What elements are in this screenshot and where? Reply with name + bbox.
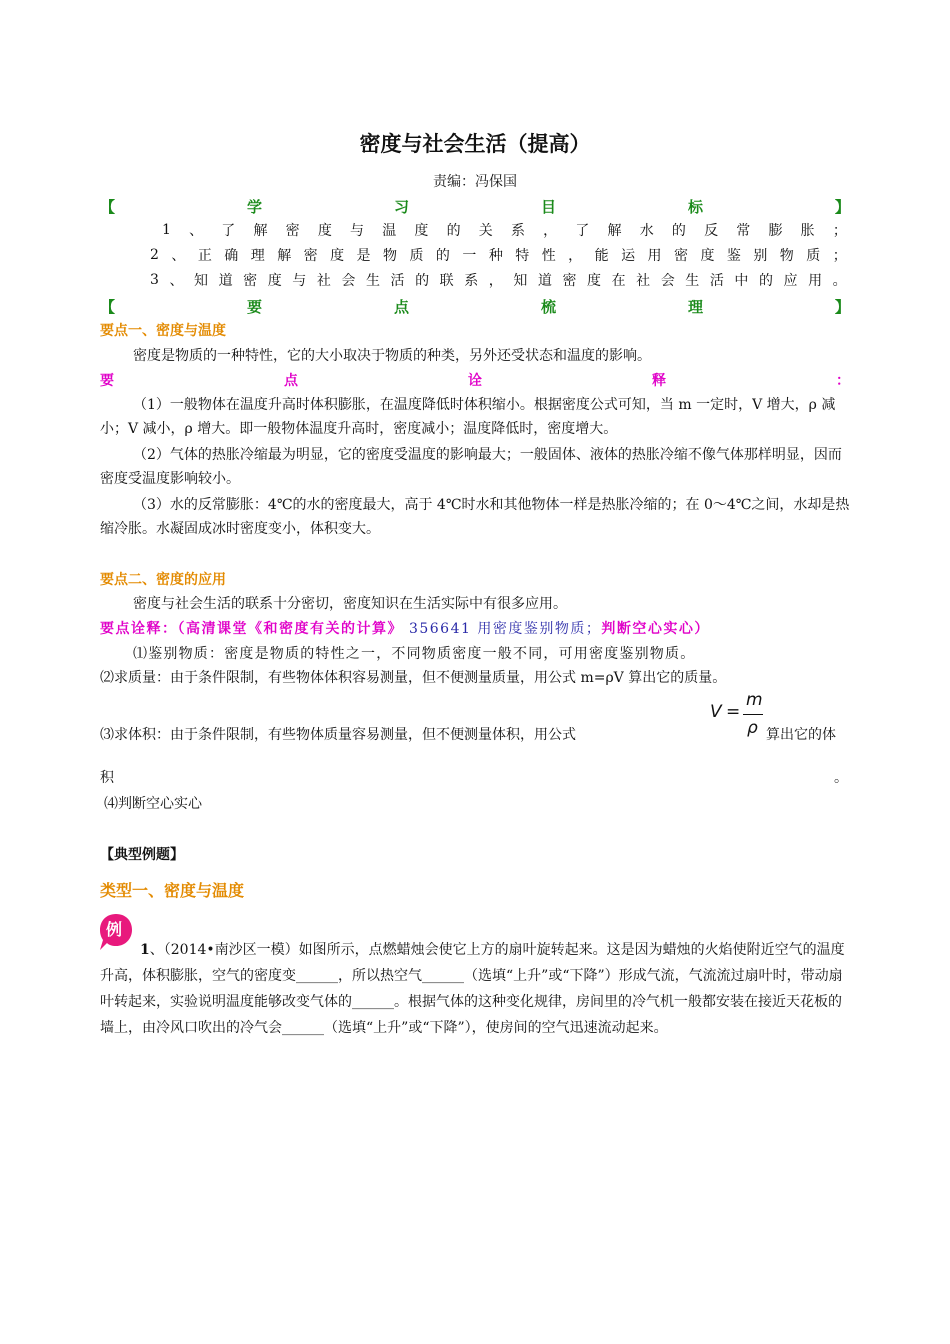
points-header-char: 梳	[540, 298, 556, 316]
goal-char: 运	[621, 248, 636, 264]
point2-explain-label: 要点诠释：	[100, 621, 178, 637]
goal-char: 道	[218, 273, 233, 289]
goal-char: 正	[197, 248, 212, 264]
goal-char: 质	[806, 248, 821, 264]
goals-header-char: 目	[540, 198, 556, 216]
point1-heading: 要点一、密度与温度	[100, 323, 226, 339]
goal-char: 一	[462, 248, 477, 264]
goal-line-1	[162, 220, 847, 240]
volume-formula	[710, 690, 770, 750]
goal-char: 系	[510, 223, 525, 239]
goal-char: 2	[150, 247, 159, 263]
bracket-right: 】	[834, 298, 850, 316]
explain-char: 点	[284, 373, 298, 389]
goal-char: 密	[285, 223, 300, 239]
example-number: 1	[140, 942, 150, 958]
goal-char: 会	[660, 273, 675, 289]
point2-explain-link-id: 356641	[408, 621, 472, 637]
type1-heading: 类型一、密度与温度	[100, 881, 245, 900]
goal-char: 别	[753, 248, 768, 264]
point2-intro: 密度与社会生活的联系十分密切，密度知识在生活实际中有很多应用。	[133, 596, 567, 612]
explain-char: 诠	[468, 373, 482, 389]
fraction-bar	[743, 714, 763, 715]
goal-char: 的	[415, 273, 430, 289]
goal-char: 度	[330, 248, 345, 264]
explain-char: 释	[652, 373, 666, 389]
page-title: 密度与社会生活（提高）	[359, 132, 591, 156]
goal-char: 、	[189, 223, 204, 239]
goal-char: ，	[568, 248, 583, 264]
goal-char: 社	[316, 273, 331, 289]
goal-char: 密	[562, 273, 577, 289]
goal-char: 密	[673, 248, 688, 264]
goal-char: 与	[292, 273, 307, 289]
goal-char: 温	[382, 223, 397, 239]
bracket-right: 】	[834, 198, 850, 216]
goal-char: 确	[224, 248, 239, 264]
goal-char: 关	[478, 223, 493, 239]
goal-char: 了	[221, 223, 236, 239]
goal-char: 用	[647, 248, 662, 264]
point1-explain-label	[100, 370, 850, 390]
point2-item-3-tail: 算出它的体	[766, 727, 836, 743]
goal-char: 质	[409, 248, 424, 264]
point2-explain-line	[100, 617, 852, 641]
formula-eq: =	[726, 702, 741, 722]
bracket-left: 【	[100, 298, 116, 316]
example-sep: 、	[149, 942, 164, 958]
goal-char: 用	[808, 273, 823, 289]
goal-char: 知	[194, 273, 209, 289]
editor-line: 责编：冯保国	[433, 174, 517, 190]
goal-char: 社	[636, 273, 651, 289]
goal-char: 道	[537, 273, 552, 289]
point2-explain-link-suffix: 判断空心实心）	[601, 621, 710, 637]
goal-char: 性	[541, 248, 556, 264]
goal-char: 活	[709, 273, 724, 289]
formula-lhs: V	[710, 702, 722, 722]
points-header-char: 理	[687, 298, 703, 316]
goal-char: 物	[779, 248, 794, 264]
goal-char: 解	[253, 223, 268, 239]
point2-item-3-cont: 积	[100, 770, 114, 786]
goal-char: 在	[611, 273, 626, 289]
goal-char: 度	[414, 223, 429, 239]
formula-numerator: m	[746, 690, 763, 710]
goal-line-2	[150, 245, 847, 265]
goal-char: 是	[356, 248, 371, 264]
goal-char: ；	[832, 223, 847, 239]
point1-intro: 密度是物质的一种特性，它的大小取决于物质的种类，另外还受状态和温度的影响。	[133, 348, 651, 364]
goal-char: 知	[513, 273, 528, 289]
goal-char: 膨	[768, 223, 783, 239]
goals-header	[100, 196, 850, 217]
point2-item-3-end: 。	[834, 770, 848, 786]
goal-char: 联	[439, 273, 454, 289]
goals-header-char: 学	[246, 198, 262, 216]
goal-char: 系	[464, 273, 479, 289]
goal-char: 活	[390, 273, 405, 289]
goal-char: 解	[277, 248, 292, 264]
goal-char: 的	[435, 248, 450, 264]
example-text: （2014•南沙区一模）如图所示，点燃蜡烛会使它上方的扇叶旋转起来。这是因为蜡烛的火焰使附近空气的温度升高，体积膨胀，空气的密度变______，所以热空气______（选填“上升”或“下降”）形成气流，气流流过扇叶时，带动扇叶转起来，实验说明温度能够改变气体的______。根据气体的这种变化规律，房间里的冷气机一般都安装在接近天花板的墙上，由冷风口吹出的冷气会______（选填“上升”或“下降”），使房间的空气迅速流动起来。	[100, 942, 845, 1036]
points-header-char: 要	[246, 298, 262, 316]
point2-explain-link-prefix: （高清课堂《和密度有关的计算》	[177, 621, 403, 637]
goal-char: 度	[700, 248, 715, 264]
goal-char: 、	[169, 273, 184, 289]
goal-char: 度	[317, 223, 332, 239]
goal-char: 常	[736, 223, 751, 239]
goal-char: ，	[543, 223, 558, 239]
goal-char: 反	[704, 223, 719, 239]
point2-item-4: ⑷判断空心实心	[104, 796, 202, 812]
example-badge-text: 例	[106, 920, 123, 939]
formula-denominator: ρ	[747, 718, 758, 738]
goals-header-char: 习	[393, 198, 409, 216]
points-header-char: 点	[393, 298, 409, 316]
goal-char: 特	[515, 248, 530, 264]
points-header	[100, 296, 850, 317]
goal-char: 与	[350, 223, 365, 239]
goal-char: 种	[488, 248, 503, 264]
goal-char: 会	[341, 273, 356, 289]
explain-char: ：	[836, 373, 850, 389]
goal-char: 3	[150, 272, 159, 288]
point2-explain-link-mid: 用密度鉴别物质；	[477, 621, 602, 637]
goal-char: 水	[639, 223, 654, 239]
goal-char: ；	[832, 248, 847, 264]
example-1	[100, 937, 852, 1041]
point2-item-2: ⑵求质量：由于条件限制，有些物体体积容易测量，但不便测量质量，用公式 m=ρV 算出它的质量。	[100, 670, 727, 686]
point1-item-3: （3）水的反常膨胀：4℃的水的密度最大，高于 4℃时水和其他物体一样是热胀冷缩的；在 0～4℃之间，水却是热缩冷胀。水凝固成冰时密度变小，体积变大。	[100, 497, 850, 537]
explain-char: 要	[100, 373, 114, 389]
goal-char: 解	[607, 223, 622, 239]
goal-char: 生	[685, 273, 700, 289]
goal-line-3	[150, 270, 847, 290]
goal-char: 度	[587, 273, 602, 289]
goal-char: 的	[671, 223, 686, 239]
goal-char: 密	[243, 273, 258, 289]
bracket-left: 【	[100, 198, 116, 216]
point2-item-3: ⑶求体积：由于条件限制，有些物体质量容易测量，但不便测量体积，用公式	[100, 727, 576, 743]
goal-char: ，	[488, 273, 503, 289]
goal-char: 应	[783, 273, 798, 289]
goal-char: 、	[171, 248, 186, 264]
goal-char: 中	[734, 273, 749, 289]
goal-char: 密	[303, 248, 318, 264]
examples-header: 【典型例题】	[100, 847, 184, 863]
point2-heading: 要点二、密度的应用	[100, 572, 226, 588]
goal-char: 物	[383, 248, 397, 264]
point2-item-1: ⑴鉴别物质：密度是物质的特性之一，不同物质密度一般不同，可用密度鉴别物质。	[133, 646, 696, 662]
goal-char: 1	[162, 222, 171, 238]
goal-char: 。	[832, 273, 847, 289]
goal-char: 了	[575, 223, 590, 239]
goal-char: 胀	[800, 223, 815, 239]
goals-header-char: 标	[687, 198, 703, 216]
goal-char: 生	[365, 273, 380, 289]
point1-item-2: （2）气体的热胀冷缩最为明显，它的密度受温度的影响最大；一般固体、液体的热胀冷缩不像气体那样明显，因而密度受温度影响较小。	[100, 447, 842, 487]
point1-item-1: （1）一般物体在温度升高时体积膨胀，在温度降低时体积缩小。根据密度公式可知，当 m 一定时，V 增大，ρ 减小；V 减小，ρ 增大。即一般物体温度升高时，密度减小；温度降低时，密度增大。	[100, 397, 836, 437]
goal-char: 能	[594, 248, 609, 264]
goal-char: 鉴	[726, 248, 741, 264]
goal-char: 理	[250, 248, 265, 264]
goal-char: 的	[758, 273, 773, 289]
goal-char: 的	[446, 223, 461, 239]
goal-char: 度	[267, 273, 282, 289]
